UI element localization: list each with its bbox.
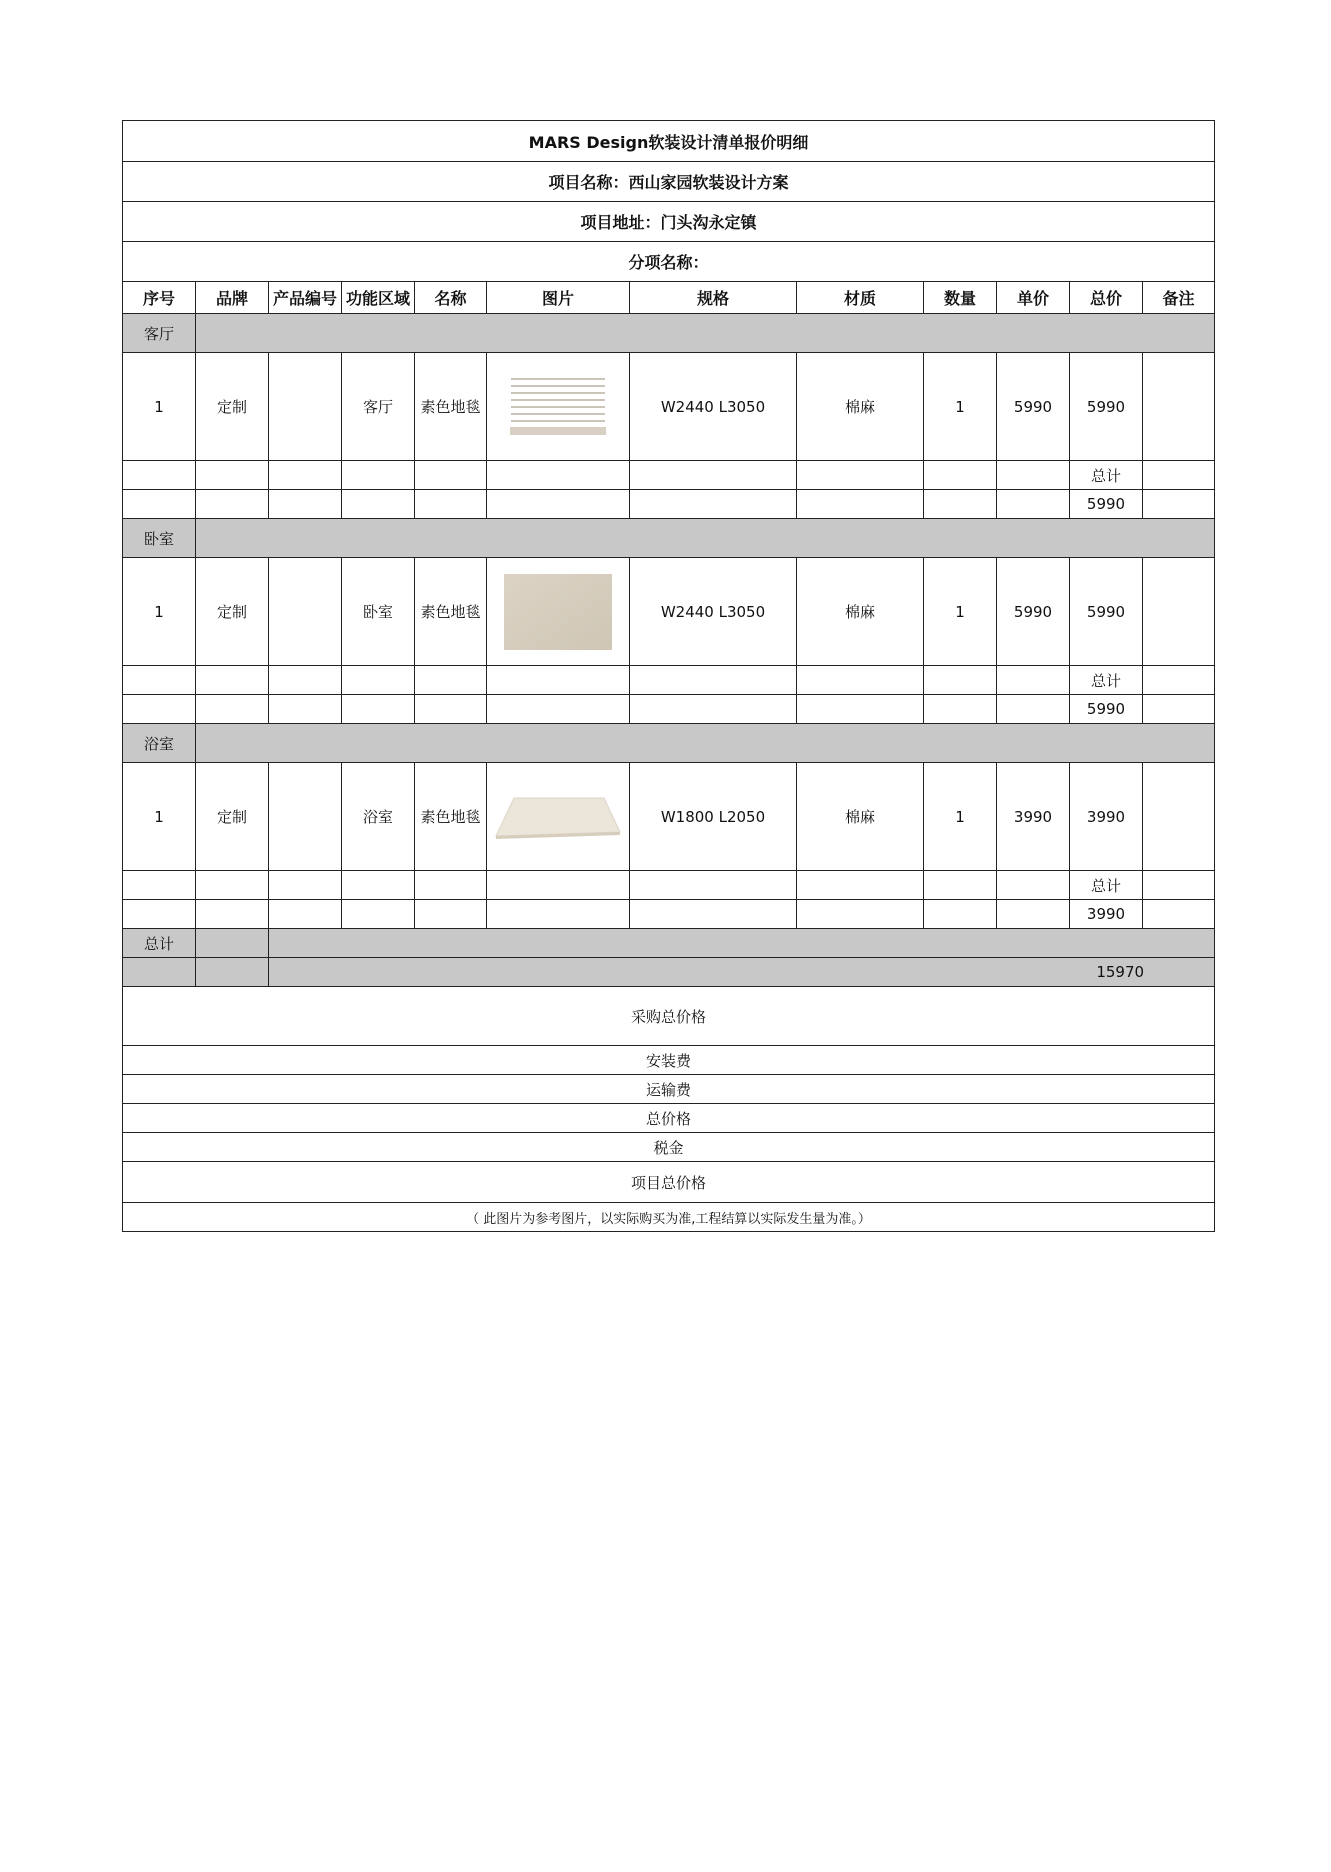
item-spec: W2440 L3050 <box>630 353 797 461</box>
item-no: 1 <box>123 558 196 666</box>
col-header-qty: 数量 <box>924 282 997 314</box>
col-header-material: 材质 <box>797 282 924 314</box>
sub-item-name: 分项名称： <box>123 242 1215 282</box>
item-material: 棉麻 <box>797 763 924 871</box>
tax-label: 税金 <box>123 1133 1215 1162</box>
sheet-title: MARS Design软装设计清单报价明细 <box>123 121 1215 162</box>
subtotal-label: 总计 <box>1070 461 1143 490</box>
project-address-row <box>123 202 1215 242</box>
subtotal-value: 5990 <box>1070 490 1143 519</box>
item-remark <box>1143 558 1215 666</box>
transport-label: 运输费 <box>123 1075 1215 1104</box>
item-code <box>269 558 342 666</box>
item-image-cell <box>487 763 630 871</box>
item-code <box>269 353 342 461</box>
col-header-no: 序号 <box>123 282 196 314</box>
striped-rug-image <box>508 371 608 443</box>
installation-label: 安装费 <box>123 1046 1215 1075</box>
item-no: 1 <box>123 763 196 871</box>
item-brand: 定制 <box>196 763 269 871</box>
item-spec: W2440 L3050 <box>630 558 797 666</box>
tax-row <box>123 1133 1215 1162</box>
col-header-code: 产品编号 <box>269 282 342 314</box>
grand-total-value-row <box>123 958 1215 987</box>
subtotal-label-row <box>123 666 1215 695</box>
project-total-label: 项目总价格 <box>123 1162 1215 1203</box>
total-price-label: 总价格 <box>123 1104 1215 1133</box>
quote-sheet <box>122 120 1214 1232</box>
footnote-row <box>123 1203 1215 1232</box>
col-header-total: 总价 <box>1070 282 1143 314</box>
transport-row <box>123 1075 1215 1104</box>
quote-table <box>122 120 1215 1232</box>
column-header-row <box>123 282 1215 314</box>
subtotal-value: 5990 <box>1070 695 1143 724</box>
col-header-area: 功能区域 <box>342 282 415 314</box>
project-total-row <box>123 1162 1215 1203</box>
grand-total-label-row <box>123 929 1215 958</box>
item-area: 客厅 <box>342 353 415 461</box>
section-header-row <box>123 519 1215 558</box>
section-name: 客厅 <box>123 314 196 353</box>
table-row <box>123 353 1215 461</box>
item-product: 素色地毯 <box>415 558 487 666</box>
subtotal-label: 总计 <box>1070 666 1143 695</box>
item-unit-price: 3990 <box>997 763 1070 871</box>
footnote: （ 此图片为参考图片，以实际购买为准,工程结算以实际发生量为准。） <box>123 1203 1215 1232</box>
project-name-row <box>123 162 1215 202</box>
subtotal-value: 3990 <box>1070 900 1143 929</box>
section-header-row <box>123 314 1215 353</box>
col-header-unit-price: 单价 <box>997 282 1070 314</box>
section-name: 卧室 <box>123 519 196 558</box>
subtotal-value-row <box>123 900 1215 929</box>
item-total: 3990 <box>1070 763 1143 871</box>
col-header-remark: 备注 <box>1143 282 1215 314</box>
grand-total-label: 总计 <box>123 929 196 958</box>
item-image-cell <box>487 353 630 461</box>
sub-item-row <box>123 242 1215 282</box>
item-remark <box>1143 763 1215 871</box>
purchase-total-row <box>123 987 1215 1046</box>
grand-total-value: 15970 <box>269 958 1215 987</box>
item-material: 棉麻 <box>797 558 924 666</box>
item-no: 1 <box>123 353 196 461</box>
total-price-row <box>123 1104 1215 1133</box>
item-area: 浴室 <box>342 763 415 871</box>
item-area: 卧室 <box>342 558 415 666</box>
item-total: 5990 <box>1070 353 1143 461</box>
table-row <box>123 558 1215 666</box>
project-name: 项目名称：西山家园软装设计方案 <box>123 162 1215 202</box>
subtotal-value-row <box>123 695 1215 724</box>
item-brand: 定制 <box>196 558 269 666</box>
item-brand: 定制 <box>196 353 269 461</box>
item-qty: 1 <box>924 558 997 666</box>
perspective-rug-image <box>494 792 622 842</box>
table-row <box>123 763 1215 871</box>
item-material: 棉麻 <box>797 353 924 461</box>
item-qty: 1 <box>924 763 997 871</box>
item-code <box>269 763 342 871</box>
item-remark <box>1143 353 1215 461</box>
item-spec: W1800 L2050 <box>630 763 797 871</box>
plain-beige-rug-image <box>502 572 614 652</box>
col-header-spec: 规格 <box>630 282 797 314</box>
item-total: 5990 <box>1070 558 1143 666</box>
col-header-image: 图片 <box>487 282 630 314</box>
section-header-row <box>123 724 1215 763</box>
subtotal-value-row <box>123 490 1215 519</box>
item-product: 素色地毯 <box>415 353 487 461</box>
col-header-brand: 品牌 <box>196 282 269 314</box>
subtotal-label-row <box>123 871 1215 900</box>
item-image-cell <box>487 558 630 666</box>
col-header-product: 名称 <box>415 282 487 314</box>
purchase-total-label: 采购总价格 <box>123 987 1215 1046</box>
title-row <box>123 121 1215 162</box>
item-qty: 1 <box>924 353 997 461</box>
subtotal-label-row <box>123 461 1215 490</box>
subtotal-label: 总计 <box>1070 871 1143 900</box>
installation-row <box>123 1046 1215 1075</box>
item-unit-price: 5990 <box>997 353 1070 461</box>
project-address: 项目地址：门头沟永定镇 <box>123 202 1215 242</box>
item-unit-price: 5990 <box>997 558 1070 666</box>
section-name: 浴室 <box>123 724 196 763</box>
item-product: 素色地毯 <box>415 763 487 871</box>
